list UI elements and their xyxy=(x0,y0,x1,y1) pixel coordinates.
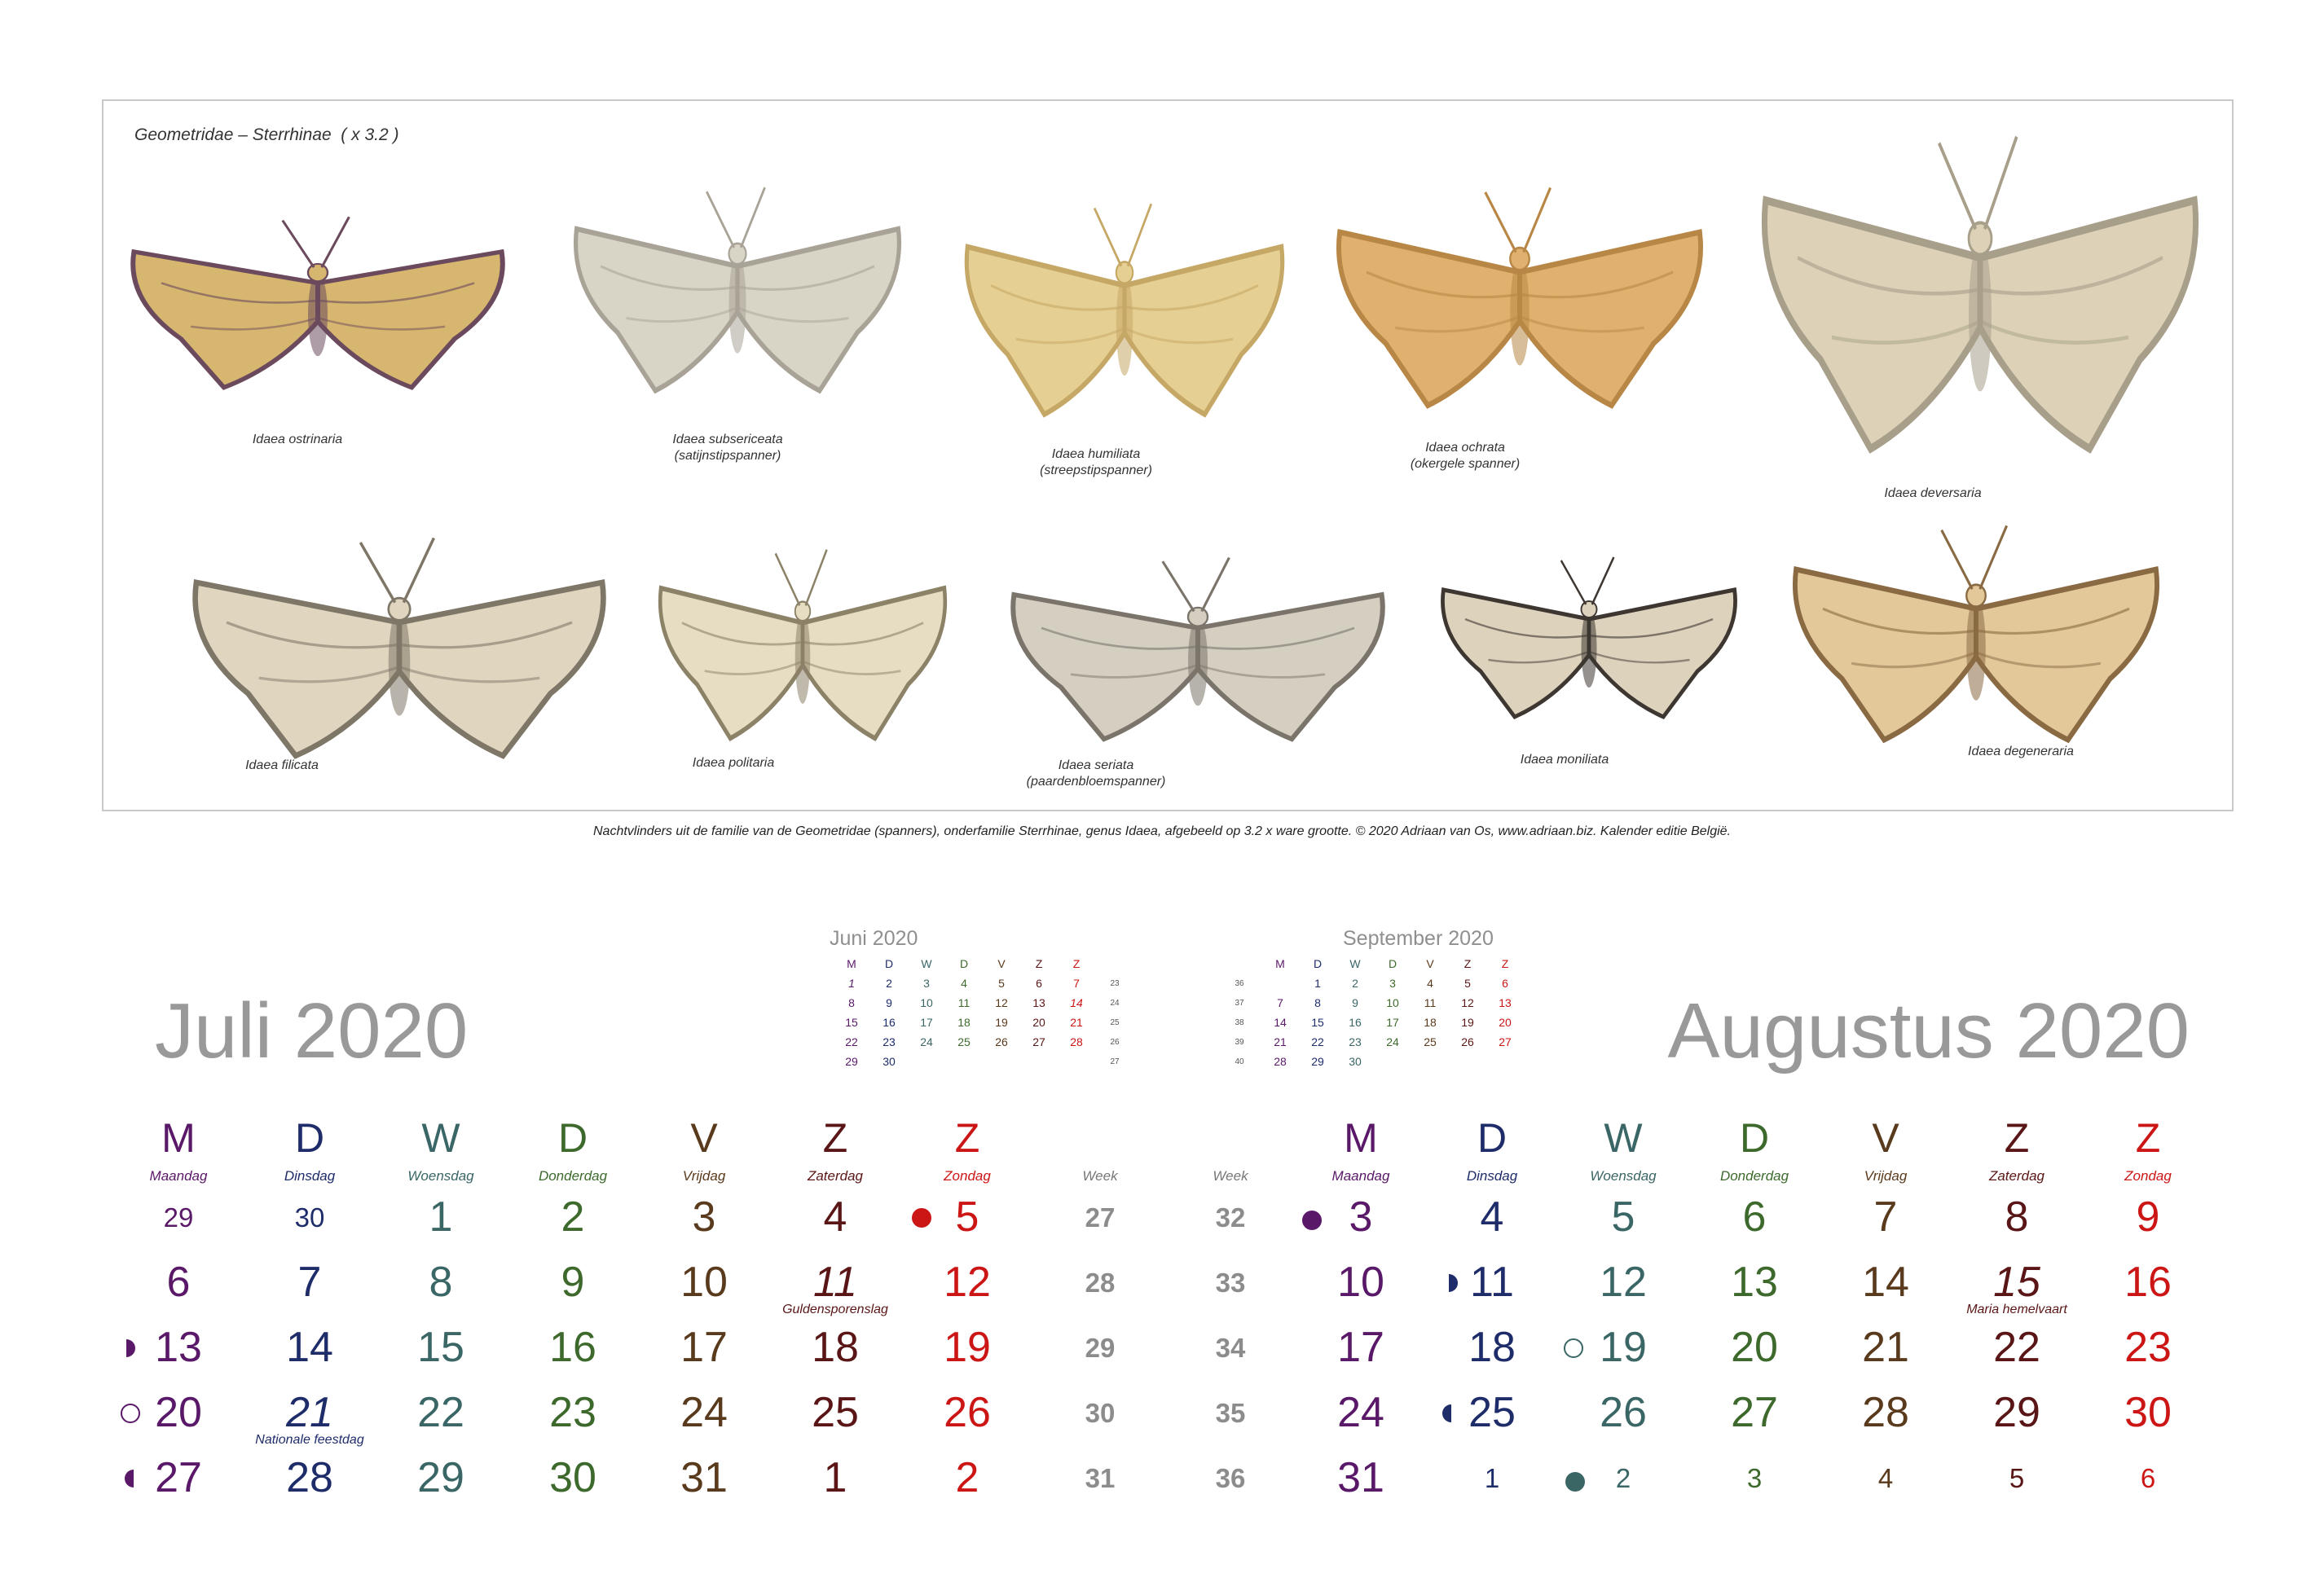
mini-day: 2 xyxy=(1352,977,1358,990)
mini-day: 19 xyxy=(995,1016,1008,1029)
july-day: 2 xyxy=(955,1454,979,1501)
mini-day: 27 xyxy=(1499,1035,1512,1048)
mini-day: 29 xyxy=(1311,1055,1324,1068)
moth-species-name: Idaea seriata xyxy=(1058,758,1134,772)
july-day-letter: M xyxy=(161,1115,196,1161)
mini-day-letter: W xyxy=(921,957,932,970)
august-day: 10 xyxy=(1337,1259,1384,1306)
mini-day: 20 xyxy=(1499,1016,1512,1029)
august-day-name: Donderdag xyxy=(1719,1168,1789,1184)
mini-day: 13 xyxy=(1032,996,1045,1009)
mini-day-letter: V xyxy=(997,957,1006,970)
august-day: 6 xyxy=(1742,1193,1767,1241)
july-day-name: Woensdag xyxy=(407,1168,474,1184)
mini-day: 1 xyxy=(1314,977,1321,990)
july-day: 5 xyxy=(955,1193,979,1241)
july-day: 17 xyxy=(680,1324,728,1371)
mini-day: 5 xyxy=(998,977,1005,990)
mini-day: 12 xyxy=(995,996,1008,1009)
mini-day: 22 xyxy=(845,1035,858,1048)
august-day: 19 xyxy=(1600,1324,1647,1371)
august-day: 11 xyxy=(1470,1259,1514,1306)
mini-week-number: 26 xyxy=(1110,1038,1120,1047)
august-day-letter: W xyxy=(1604,1115,1643,1161)
moth-label xyxy=(693,755,775,771)
moth-species-name: Idaea filicata xyxy=(245,758,319,772)
july-week-number: 28 xyxy=(1085,1268,1116,1298)
new-moon-icon xyxy=(1565,1471,1586,1492)
mini-day: 9 xyxy=(886,996,892,1009)
august-day-letter: D xyxy=(1477,1115,1508,1161)
july-day: 26 xyxy=(944,1389,991,1436)
first-quarter-icon xyxy=(1438,1272,1459,1294)
full-moon-icon xyxy=(1563,1338,1584,1359)
moth-label xyxy=(253,432,342,448)
august-day: 6 xyxy=(2140,1463,2156,1493)
moth-image xyxy=(1752,130,2208,481)
new-moon-icon xyxy=(911,1207,932,1228)
mini-week-number: 23 xyxy=(1110,979,1120,988)
moth-illustration xyxy=(1328,183,1711,428)
moth-illustration xyxy=(1752,130,2208,481)
moth-illustration xyxy=(957,200,1292,436)
last-quarter-icon xyxy=(1441,1403,1462,1424)
mini-calendar-june xyxy=(830,927,1172,1082)
july-day: 28 xyxy=(286,1454,333,1501)
august-day: 31 xyxy=(1337,1454,1384,1501)
mini-day-letter: D xyxy=(884,957,894,970)
mini-calendar-title: September 2020 xyxy=(1343,927,1494,950)
moth-label xyxy=(245,758,319,774)
mini-day-letter: W xyxy=(1349,957,1361,970)
moth-label xyxy=(1968,744,2074,760)
mini-day-letter: Z xyxy=(1501,957,1509,970)
mini-day: 28 xyxy=(1070,1035,1083,1048)
holiday-label: Guldensporenslag xyxy=(782,1303,888,1316)
moth-label xyxy=(1411,440,1520,472)
july-day: 1 xyxy=(429,1193,453,1241)
july-day-name: Vrijdag xyxy=(682,1168,726,1184)
mini-day: 4 xyxy=(1427,977,1433,990)
mini-day: 21 xyxy=(1274,1035,1287,1048)
mini-day: 10 xyxy=(1386,996,1399,1009)
moth-species-name: Idaea politaria xyxy=(692,756,775,770)
july-week-number: 31 xyxy=(1085,1463,1116,1493)
mini-day-letter: Z xyxy=(1035,957,1043,970)
july-day: 14 xyxy=(286,1324,333,1371)
mini-day: 7 xyxy=(1073,977,1080,990)
mini-day: 19 xyxy=(1461,1016,1474,1029)
mini-week-number: 36 xyxy=(1235,979,1244,988)
mini-day: 7 xyxy=(1277,996,1283,1009)
mini-day: 24 xyxy=(920,1035,933,1048)
mini-day: 11 xyxy=(1424,996,1437,1009)
july-day: 12 xyxy=(944,1259,991,1306)
august-day: 3 xyxy=(1746,1463,1763,1493)
moth-image xyxy=(1785,521,2168,762)
august-day: 15 xyxy=(1993,1259,2040,1306)
mini-day: 22 xyxy=(1311,1035,1324,1048)
moth-image xyxy=(1434,554,1744,733)
mini-day-letter: D xyxy=(1388,957,1397,970)
july-day: 8 xyxy=(429,1259,453,1306)
mini-day: 27 xyxy=(1032,1035,1045,1048)
moth-image xyxy=(1002,554,1393,758)
august-day: 8 xyxy=(2005,1193,2029,1241)
month-title-july: Juli 2020 xyxy=(155,987,469,1074)
mini-day: 16 xyxy=(883,1016,896,1029)
august-day-name: Vrijdag xyxy=(1864,1168,1908,1184)
july-week-number: 27 xyxy=(1085,1202,1116,1233)
mini-day: 20 xyxy=(1032,1016,1045,1029)
mini-day: 15 xyxy=(1311,1016,1324,1029)
mini-week-number: 40 xyxy=(1235,1057,1244,1066)
mini-day: 12 xyxy=(1461,996,1474,1009)
july-day: 4 xyxy=(823,1193,847,1241)
july-day: 1 xyxy=(823,1454,847,1501)
moth-image xyxy=(122,213,513,405)
august-day: 14 xyxy=(1862,1259,1909,1306)
july-day: 13 xyxy=(155,1324,202,1371)
august-day-letter: Z xyxy=(2135,1115,2161,1161)
moth-common-name: (paardenbloemspanner) xyxy=(1026,775,1166,789)
august-day: 17 xyxy=(1337,1324,1384,1371)
moth-illustration xyxy=(566,183,909,411)
mini-day: 14 xyxy=(1070,996,1083,1009)
july-day: 25 xyxy=(812,1389,859,1436)
mini-day-letter: D xyxy=(959,957,969,970)
mini-week-number: 27 xyxy=(1110,1057,1120,1066)
plate-title: Geometridae – Sterrhinae ( x 3.2 ) xyxy=(134,125,399,144)
mini-day: 6 xyxy=(1502,977,1508,990)
mini-day: 18 xyxy=(1424,1016,1437,1029)
mini-day: 2 xyxy=(886,977,892,990)
moth-illustration xyxy=(1434,554,1744,733)
august-day: 18 xyxy=(1468,1324,1516,1371)
august-day: 4 xyxy=(1877,1463,1894,1493)
august-day: 24 xyxy=(1337,1389,1384,1436)
august-day: 2 xyxy=(1615,1463,1631,1493)
august-day-letter: M xyxy=(1344,1115,1378,1161)
mini-week-number: 24 xyxy=(1110,999,1120,1008)
july-day: 16 xyxy=(549,1324,596,1371)
moth-image xyxy=(957,200,1292,436)
moth-species-name: Idaea humiliata xyxy=(1051,447,1141,461)
moth-image xyxy=(566,183,909,411)
mini-day-letter: Z xyxy=(1464,957,1472,970)
full-moon-icon xyxy=(120,1403,141,1424)
july-day-letter: Z xyxy=(954,1115,980,1161)
july-day: 29 xyxy=(417,1454,464,1501)
july-day: 9 xyxy=(561,1259,585,1306)
moth-label xyxy=(1521,752,1609,768)
august-day: 28 xyxy=(1862,1389,1909,1436)
last-quarter-icon xyxy=(123,1468,144,1489)
july-day: 2 xyxy=(561,1193,585,1241)
plate-caption: Nachtvlinders uit de familie van de Geometridae (spanners), onderfamilie Sterrhinae, genus Idaea, afgebeeld op 3.2 x ware grootte. © 2020 Adriaan van Os, www.adriaan.biz. Kalender editie België. xyxy=(593,824,1731,838)
august-day: 12 xyxy=(1600,1259,1647,1306)
august-day: 30 xyxy=(2124,1389,2172,1436)
august-day-name: Maandag xyxy=(1331,1168,1390,1184)
mini-day: 9 xyxy=(1352,996,1358,1009)
mini-day: 3 xyxy=(1389,977,1396,990)
moth-label xyxy=(1040,446,1152,479)
moth-common-name: (okergele spanner) xyxy=(1410,457,1521,471)
august-day: 13 xyxy=(1731,1259,1778,1306)
moth-species-name: Idaea moniliata xyxy=(1520,753,1609,767)
moth-label xyxy=(1884,486,1981,502)
july-day: 19 xyxy=(944,1324,991,1371)
july-day: 22 xyxy=(417,1389,464,1436)
july-day: 31 xyxy=(680,1454,728,1501)
mini-day: 25 xyxy=(957,1035,971,1048)
august-week-number: 32 xyxy=(1215,1202,1246,1233)
july-day-name: Zondag xyxy=(944,1168,991,1184)
mini-day: 10 xyxy=(920,996,933,1009)
august-week-number: 35 xyxy=(1215,1398,1246,1428)
mini-day: 3 xyxy=(923,977,930,990)
july-day: 6 xyxy=(166,1259,191,1306)
moth-illustration xyxy=(1785,521,2168,762)
mini-week-number: 39 xyxy=(1235,1038,1244,1047)
mini-day: 29 xyxy=(845,1055,858,1068)
july-day-name: Dinsdag xyxy=(284,1168,336,1184)
mini-day: 8 xyxy=(848,996,855,1009)
week-header: Week xyxy=(1082,1168,1118,1184)
august-day: 22 xyxy=(1993,1324,2040,1371)
mini-day: 14 xyxy=(1274,1016,1287,1029)
august-day-letter: V xyxy=(1872,1115,1899,1161)
july-day-letter: D xyxy=(557,1115,588,1161)
july-day-name: Zaterdag xyxy=(807,1168,864,1184)
july-day-letter: D xyxy=(294,1115,325,1161)
august-day: 23 xyxy=(2124,1324,2172,1371)
moth-illustration xyxy=(652,546,953,758)
mini-day-letter: M xyxy=(1275,957,1285,970)
mini-day: 24 xyxy=(1386,1035,1399,1048)
july-day-name: Donderdag xyxy=(538,1168,608,1184)
mini-day: 6 xyxy=(1036,977,1042,990)
mini-day: 30 xyxy=(1349,1055,1362,1068)
july-day-letter: Z xyxy=(822,1115,848,1161)
august-week-number: 34 xyxy=(1215,1333,1246,1363)
august-day: 20 xyxy=(1731,1324,1778,1371)
moth-species-name: Idaea ostrinaria xyxy=(252,433,343,446)
august-day-name: Dinsdag xyxy=(1466,1168,1518,1184)
mini-day: 5 xyxy=(1464,977,1471,990)
mini-day-letter: D xyxy=(1313,957,1323,970)
mini-week-number: 37 xyxy=(1235,999,1244,1008)
mini-day: 26 xyxy=(995,1035,1008,1048)
july-day-name: Maandag xyxy=(149,1168,208,1184)
mini-day: 13 xyxy=(1499,996,1512,1009)
july-day: 30 xyxy=(294,1202,325,1233)
august-week-number: 36 xyxy=(1215,1463,1246,1493)
july-day: 30 xyxy=(549,1454,596,1501)
july-day: 27 xyxy=(155,1454,202,1501)
july-day-letter: W xyxy=(421,1115,460,1161)
mini-day: 23 xyxy=(1349,1035,1362,1048)
moth-species-name: Idaea subsericeata xyxy=(672,433,783,446)
mini-day: 30 xyxy=(883,1055,896,1068)
july-day: 29 xyxy=(163,1202,194,1233)
mini-week-number: 38 xyxy=(1235,1018,1244,1027)
mini-day: 18 xyxy=(957,1016,971,1029)
mini-day: 25 xyxy=(1424,1035,1437,1048)
moth-image xyxy=(652,546,953,758)
july-day: 21 xyxy=(286,1389,333,1436)
july-day: 23 xyxy=(549,1389,596,1436)
moth-species-name: Idaea degeneraria xyxy=(1968,745,2074,758)
moth-species-name: Idaea deversaria xyxy=(1884,486,1982,500)
mini-day: 1 xyxy=(848,977,855,990)
mini-day: 28 xyxy=(1274,1055,1287,1068)
moth-illustration xyxy=(1002,554,1393,758)
july-day: 3 xyxy=(692,1193,716,1241)
mini-day: 15 xyxy=(845,1016,858,1029)
august-day: 7 xyxy=(1873,1193,1898,1241)
mini-day: 4 xyxy=(961,977,967,990)
august-day: 26 xyxy=(1600,1389,1647,1436)
july-day: 18 xyxy=(812,1324,859,1371)
mini-week-number: 25 xyxy=(1110,1018,1120,1027)
august-day: 25 xyxy=(1468,1389,1516,1436)
august-day: 5 xyxy=(2009,1463,2025,1493)
july-day-letter: V xyxy=(690,1115,718,1161)
mini-day: 26 xyxy=(1461,1035,1474,1048)
august-day: 3 xyxy=(1349,1193,1373,1241)
new-moon-icon xyxy=(1301,1210,1323,1231)
mini-calendar-title: Juni 2020 xyxy=(830,927,918,950)
mini-day: 11 xyxy=(957,996,971,1009)
mini-day-letter: M xyxy=(847,957,856,970)
month-title-august: Augustus 2020 xyxy=(1667,987,2190,1074)
moth-image xyxy=(183,534,615,778)
august-day: 1 xyxy=(1484,1463,1500,1493)
mini-day: 17 xyxy=(1386,1016,1399,1029)
mini-day: 23 xyxy=(883,1035,896,1048)
july-week-number: 29 xyxy=(1085,1333,1116,1363)
august-day-letter: D xyxy=(1739,1115,1770,1161)
august-day-name: Woensdag xyxy=(1590,1168,1657,1184)
august-day: 27 xyxy=(1731,1389,1778,1436)
july-day: 11 xyxy=(813,1259,857,1306)
mini-day-letter: V xyxy=(1426,957,1434,970)
mini-day: 17 xyxy=(920,1016,933,1029)
august-day: 29 xyxy=(1993,1389,2040,1436)
moth-species-name: Idaea ochrata xyxy=(1425,441,1505,455)
holiday-label: Nationale feestdag xyxy=(255,1433,364,1447)
july-day: 15 xyxy=(417,1324,464,1371)
august-day: 16 xyxy=(2124,1259,2172,1306)
august-day: 21 xyxy=(1862,1324,1909,1371)
august-day: 9 xyxy=(2136,1193,2160,1241)
august-day: 5 xyxy=(1611,1193,1635,1241)
holiday-label: Maria hemelvaart xyxy=(1966,1303,2067,1316)
first-quarter-icon xyxy=(116,1338,137,1359)
moth-label xyxy=(672,432,782,464)
august-week-number: 33 xyxy=(1215,1268,1246,1298)
week-header: Week xyxy=(1213,1168,1248,1184)
august-day-letter: Z xyxy=(2004,1115,2030,1161)
mini-day: 16 xyxy=(1349,1016,1362,1029)
july-day: 10 xyxy=(680,1259,728,1306)
july-day: 24 xyxy=(680,1389,728,1436)
july-day: 20 xyxy=(155,1389,202,1436)
mini-day-letter: Z xyxy=(1072,957,1081,970)
august-day: 4 xyxy=(1480,1193,1504,1241)
moth-label xyxy=(1027,758,1166,790)
moth-common-name: (streepstipspanner) xyxy=(1040,464,1152,477)
moth-illustration xyxy=(122,213,513,405)
mini-day: 8 xyxy=(1314,996,1321,1009)
moth-image xyxy=(1328,183,1711,428)
july-day: 7 xyxy=(297,1259,322,1306)
july-week-number: 30 xyxy=(1085,1398,1116,1428)
august-day-name: Zondag xyxy=(2124,1168,2172,1184)
mini-calendar-september xyxy=(1222,927,1565,1082)
mini-day: 21 xyxy=(1070,1016,1083,1029)
moth-common-name: (satijnstipspanner) xyxy=(674,449,781,463)
august-day-name: Zaterdag xyxy=(1988,1168,2045,1184)
moth-illustration xyxy=(183,534,615,778)
